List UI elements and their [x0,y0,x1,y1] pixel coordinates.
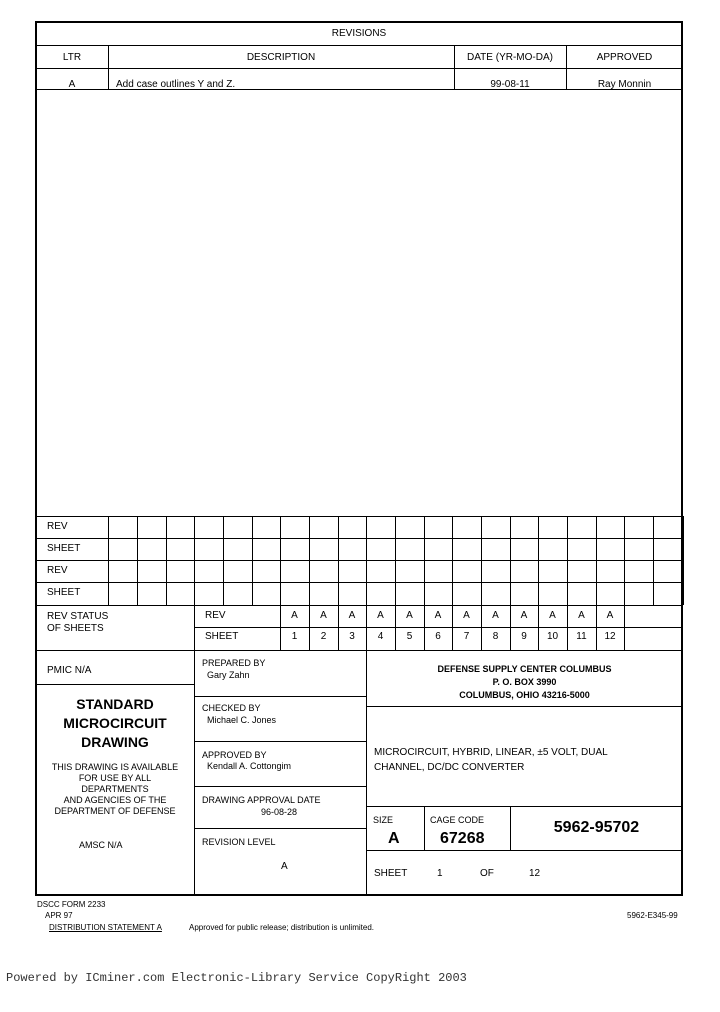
revision-approved: Ray Monnin [597,79,652,90]
agency-line: DEFENSE SUPPLY CENTER COLUMBUS [437,664,612,674]
prepared-by-label: PREPARED BY [202,658,266,668]
sheet-value: 4 [377,631,384,642]
revision-date: 99-08-11 [490,79,530,90]
sheet-value: 12 [604,631,616,642]
cage-label: CAGE CODE [430,815,485,825]
header-description: DESCRIPTION [246,52,316,63]
grid-line [452,516,453,605]
sheet-value: 6 [435,631,441,642]
standard-title: STANDARD [76,696,154,712]
approved-by: Kendall A. Cottongim [207,761,292,771]
grid-line [252,516,253,605]
grid-label-sheet: SHEET [47,587,81,598]
grid-line [653,516,654,605]
divider [194,786,366,787]
sheet-value: 2 [320,631,327,642]
grid-line [166,516,167,605]
drawing-title: DRAWING [81,734,149,750]
size-label: SIZE [373,815,394,825]
device-title-line: CHANNEL, DC/DC CONVERTER [374,762,525,773]
rev-value: A [291,610,298,621]
divider [366,706,683,707]
divider [366,650,367,895]
sheet-value: 8 [492,631,499,642]
availability-line: AND AGENCIES OF THE [63,795,167,805]
grid-line [35,560,683,561]
agency-line: P. O. BOX 3990 [492,677,557,687]
approved-by-label: APPROVED BY [202,750,267,760]
header-ltr: LTR [62,52,82,63]
prepared-by: Gary Zahn [207,670,250,680]
document-code: 5962-E345-99 [627,911,678,920]
grid-line [223,516,224,605]
grid-label-rev: REV [47,565,68,576]
rev-value: A [463,610,470,621]
checked-by-label: CHECKED BY [202,703,261,713]
divider [35,650,683,651]
grid-line [366,516,367,605]
form-id: DSCC FORM 2233 [37,900,106,909]
grid-label-rev: REV [47,521,68,532]
revision-description: Add case outlines Y and Z. [116,79,236,90]
drawing-number: 5962-95702 [553,819,640,836]
grid-line [35,538,683,539]
revisions-title: REVISIONS [331,28,387,39]
checked-by: Michael C. Jones [207,715,277,725]
rev-status-label: REV STATUS OF SHEETS [47,611,109,634]
rev-value: A [606,610,614,621]
sheet-value: 9 [521,631,527,642]
microcircuit-title: MICROCIRCUIT [63,715,167,731]
rev-value: A [578,610,585,621]
sheet-label: SHEET [205,631,239,642]
sheet-value: 1 [437,868,443,879]
grid-line [108,516,109,605]
divider [194,828,366,829]
divider [194,605,195,895]
device-title-line: MICROCIRCUIT, HYBRID, LINEAR, ±5 VOLT, DUAL [374,747,608,758]
rev-value: A [377,610,384,621]
approval-date: 96-08-28 [261,807,298,817]
revision-level-label: REVISION LEVEL [202,837,276,847]
rev-value: A [406,610,413,621]
sheet-value: 7 [463,631,470,642]
of-label: OF [480,868,494,879]
rev-value: A [549,610,556,621]
grid-line [538,516,539,605]
divider [108,45,109,89]
grid-line [424,516,425,605]
watermark: Powered by ICminer.com Electronic-Library Service CopyRight 2003 [6,971,467,985]
grid-line [510,516,511,605]
grid-line [338,516,339,605]
pmic: PMIC N/A [47,665,92,676]
availability-line: DEPARTMENT OF DEFENSE [54,806,176,816]
revision-level: A [281,861,288,872]
divider [35,684,194,685]
sheet-value: 5 [406,631,413,642]
rev-label: REV [205,610,226,621]
sheet-label: SHEET [374,868,408,879]
divider [194,627,683,628]
divider [424,806,425,850]
agency-line: COLUMBUS, OHIO 43216-5000 [459,690,590,700]
availability-line: DEPARTMENTS [81,784,149,794]
size-value: A [388,830,400,847]
rev-value: A [492,610,499,621]
grid-line [194,516,195,605]
grid-line [35,582,683,583]
grid-line [280,516,281,605]
header-date: DATE (YR-MO-DA) [467,52,553,63]
availability-line: FOR USE BY ALL [78,773,152,783]
grid-line [567,516,568,605]
availability-line: THIS DRAWING IS AVAILABLE [51,762,179,772]
amsc: AMSC N/A [79,840,123,850]
divider [35,68,683,69]
header-approved: APPROVED [596,52,653,63]
divider [194,696,366,697]
rev-value: A [320,610,327,621]
rev-value: A [520,610,528,621]
grid-label-sheet: SHEET [47,543,81,554]
grid-line [683,516,684,605]
divider [510,806,511,850]
cage-value: 67268 [440,830,485,847]
sheet-value: 10 [546,631,559,642]
approval-date-label: DRAWING APPROVAL DATE [202,795,321,805]
grid-line [309,516,310,605]
divider [35,45,683,46]
of-value: 12 [529,868,541,879]
rev-value: A [348,610,356,621]
divider [194,741,366,742]
divider [366,850,683,851]
grid-line [395,516,396,605]
revision-ltr: A [68,79,76,90]
grid-line [35,516,683,517]
grid-line [137,516,138,605]
divider [366,806,683,807]
distribution-text: Approved for public release; distribution is unlimited. [189,923,374,932]
sheet-value: 3 [349,631,355,642]
divider [35,605,683,606]
grid-line [481,516,482,605]
sheet-value: 11 [576,631,587,642]
sheet-value: 1 [291,631,298,642]
grid-line [596,516,597,605]
distribution-label: DISTRIBUTION STATEMENT A [49,923,162,932]
grid-line [624,516,625,605]
rev-value: A [434,610,442,621]
form-date: APR 97 [45,911,73,920]
